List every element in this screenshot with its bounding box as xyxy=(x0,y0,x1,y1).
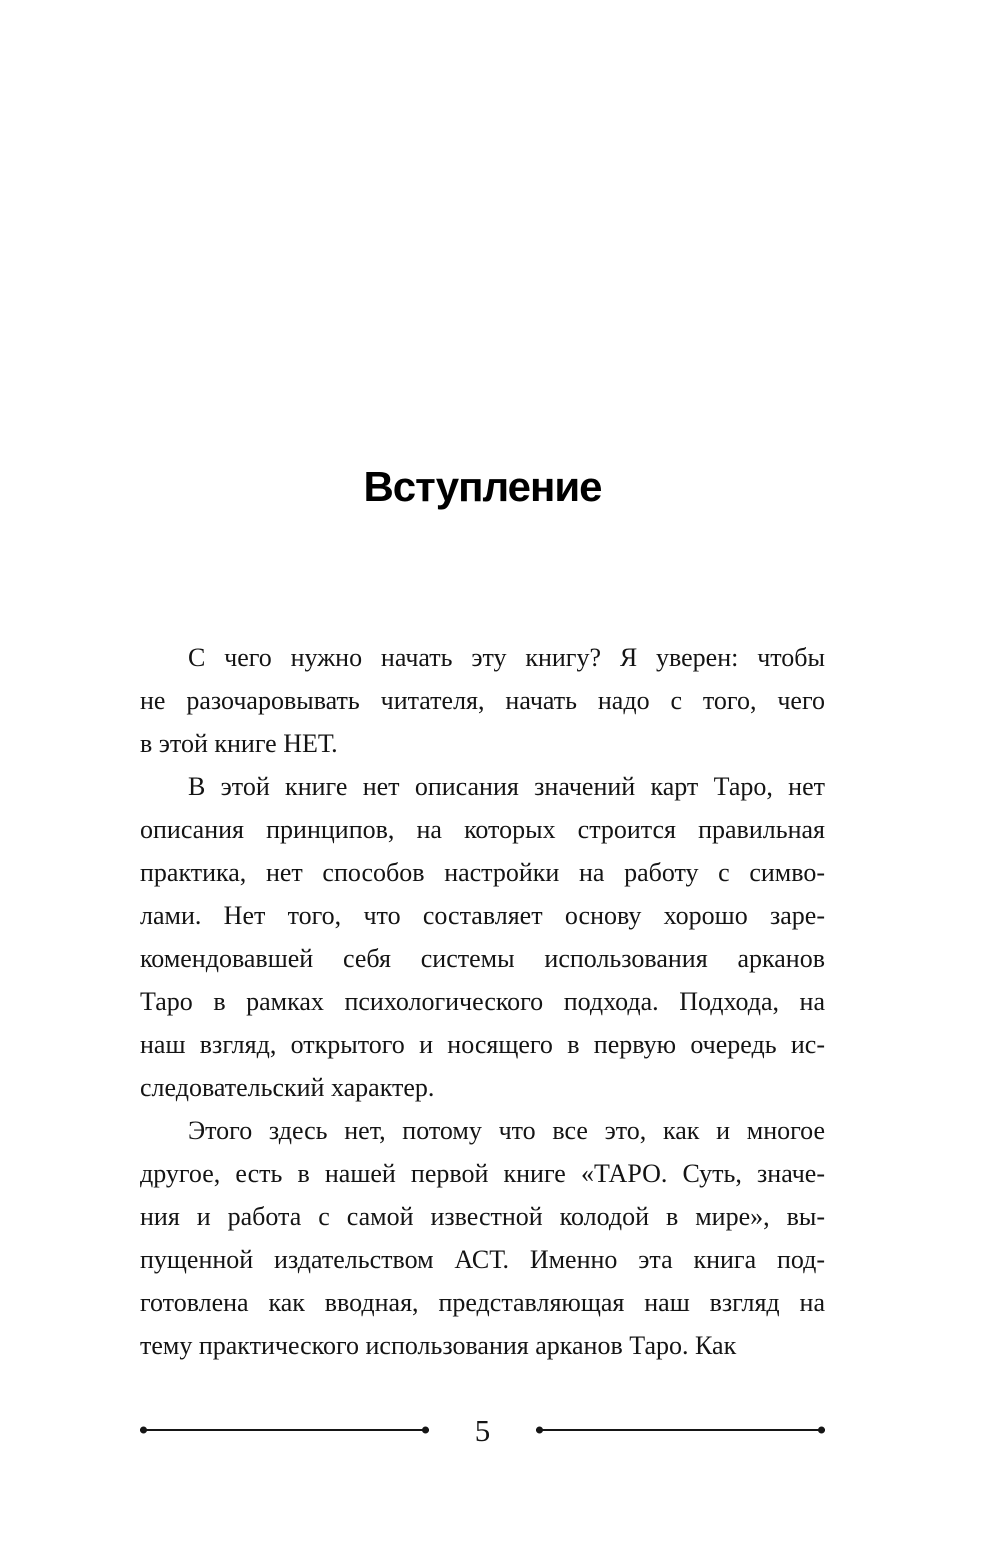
text-line: готовлена как вводная, представляющая наш взгляд на xyxy=(140,1288,825,1317)
body-text xyxy=(140,636,825,1367)
text-line: комендовавшей себя системы использования арканов xyxy=(140,944,825,973)
text-line: пущенной издательством АСТ. Именно эта книга под- xyxy=(140,1245,825,1274)
text-line: Таро в рамках психологического подхода. Подхода, на xyxy=(140,987,825,1016)
text-line: С чего нужно начать эту книгу? Я уверен: чтобы xyxy=(188,643,825,672)
text-column xyxy=(140,0,825,1367)
text-line: наш взгляд, открытого и носящего в первую очередь ис- xyxy=(140,1030,825,1059)
page-number: 5 xyxy=(474,1412,491,1448)
page-footer xyxy=(140,1412,825,1448)
text-line: В этой книге нет описания значений карт Таро, нет xyxy=(188,772,825,801)
text-line: не разочаровывать читателя, начать надо с того, чего xyxy=(140,686,825,715)
text-line: практика, нет способов настройки на работу с симво- xyxy=(140,858,825,887)
text-line: следовательский характер. xyxy=(140,1073,435,1102)
text-line: описания принципов, на которых строится правильная xyxy=(140,815,825,844)
text-line: ния и работа с самой известной колодой в мире», вы- xyxy=(140,1202,825,1231)
text-line: Этого здесь нет, потому что все это, как и многое xyxy=(188,1116,825,1145)
footer-rule-left xyxy=(140,1429,429,1431)
chapter-title: Вступление xyxy=(363,463,602,510)
text-line: лами. Нет того, что составляет основу хорошо заре- xyxy=(140,901,825,930)
text-line: в этой книге НЕТ. xyxy=(140,729,338,758)
text-line: тему практического использования арканов Таро. Как xyxy=(140,1331,737,1360)
text-line: другое, есть в нашей первой книге «ТАРО. Суть, значе- xyxy=(140,1159,825,1188)
footer-rule-right xyxy=(536,1429,825,1431)
